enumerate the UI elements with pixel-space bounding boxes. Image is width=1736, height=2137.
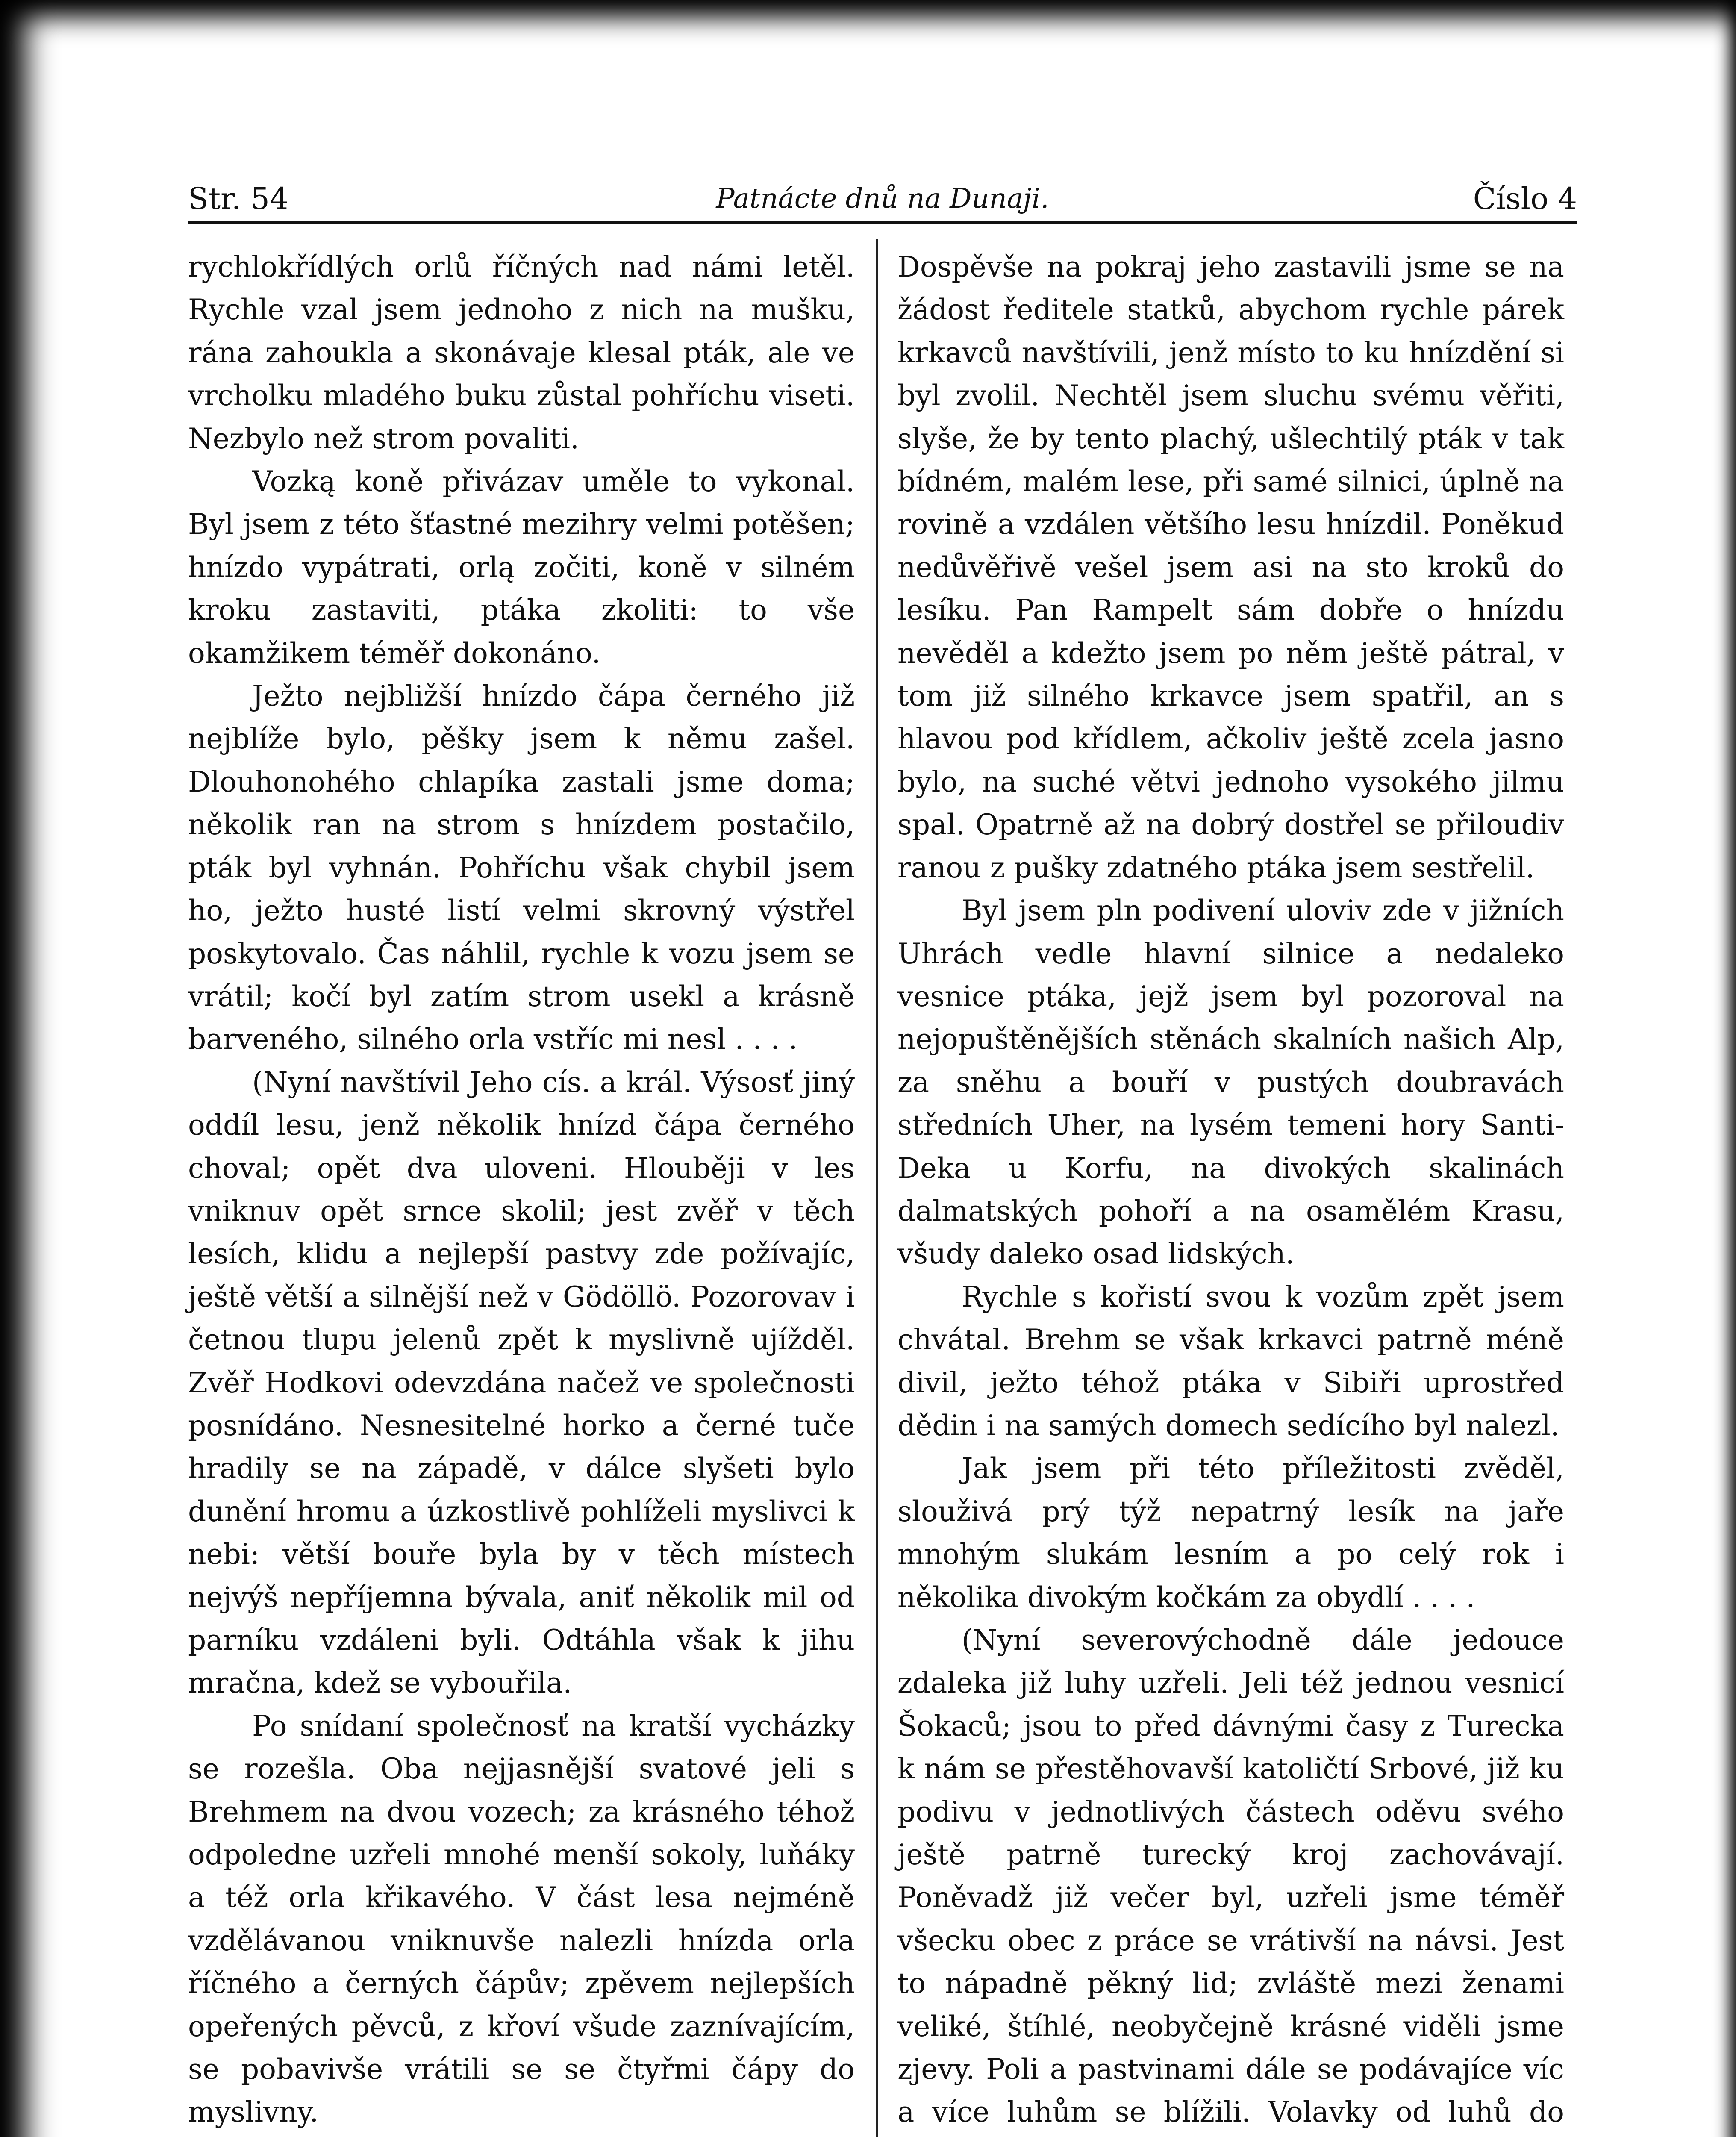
paragraph: Po snídaní společnosť na kratší vycházky se rozešla. Oba nejjasnější svatové jeli s Brehmem na dvou vozech; za krásného téhož odpoledne uzřeli mnohé menší sokoly, luňáky a též orla křikavého. V část lesa nejméně vzdělávanou vniknuvše nalezli hnízda orla říčného a černých čápův; zpěvem nejlepších opeřených pěvců, z křoví všude zaznívajícím, se pobavivše vrátili se se čtyřmi čápy do myslivny. xyxy=(188,1709,855,2129)
page-number: Str. 54 xyxy=(188,181,289,216)
paragraph: Jak jsem při této příležitosti zvěděl, slouživá prý týž nepatrný lesík na jaře mnohým slukám lesním a po celý rok i několika divokým kočkám za obydlí . . . . xyxy=(897,1452,1564,1614)
header-rule xyxy=(188,221,1577,224)
paragraph: Dospěvše na pokraj jeho zastavili jsme se na žádost ředitele statků, abychom rychle párek krkavců navštívili, jenž místo to ku hnízdění si byl zvolil. Nechtěl jsem sluchu svému věřiti, slyše, že by tento plachý, ušlechtilý pták v tak bídném, malém lese, při samé silnici, úplně na rovině a vzdálen většího lesu hnízdil. Poněkud nedůvěřivě vešel jsem asi na sto kroků do lesíku. Pan Rampelt sám dobře o hnízdu nevěděl a kdežto jsem po něm ještě pátral, v tom již silného krkavce jsem spatřil, an s hlavou pod křídlem, ačkoliv ještě zcela jasno bylo, na suché větvi jednoho vysokého jilmu spal. Opatrně až na dobrý dostřel se přiloudiv ranou z pušky zdatného ptáka jsem sestřelil. xyxy=(897,250,1564,884)
paragraph: Byl jsem pln podivení uloviv zde v jižních Uhrách vedle hlavní silnice a nedaleko vesnice ptáka, jejž jsem byl pozoroval na nejopuštěnějších stěnách skalních našich Alp, za sněhu a bouří v pustých doubravách středních Uher, na lysém temeni hory Santi-Deka u Korfu, na divokých skalinách dalmatských pohoří a na osamělém Krasu, všudy daleko osad lidských. xyxy=(897,894,1564,1271)
running-title: Patnácte dnů na Dunaji. xyxy=(716,183,1049,215)
issue-number: Číslo 4 xyxy=(1473,181,1577,216)
paragraph: Rychle s kořistí svou k vozům zpět jsem chvátal. Brehm se však krkavci patrně méně divil, ježto téhož ptáka v Sibiři uprostřed dědin i na samých domech sedícího byl nalezl. xyxy=(897,1280,1564,1442)
paragraph: Vozką koně přivázav uměle to vykonal. Byl jsem z této šťastné mezihry velmi potěšen; hnízdo vypátrati, orlą zočiti, koně v silném kroku zastaviti, ptáka zkoliti: to vše okamžikem téměř dokonáno. xyxy=(188,465,855,670)
paragraph: rychlokřídlých orlů říčných nad námi letěl. Rychle vzal jsem jednoho z nich na mušku, rána zahoukla a skonávaje klesal pták, ale ve vrcholku mladého buku zůstal pohříchu viseti. Nezbylo než strom povaliti. xyxy=(188,250,855,455)
right-column xyxy=(897,246,1564,2137)
page-header xyxy=(188,177,1577,220)
paragraph: Ježto nejbližší hnízdo čápa černého již nejblíže bylo, pěšky jsem k němu zašel. Dlouhonohého chlapíka zastali jsme doma; několik ran na strom s hnízdem postačilo, pták byl vyhnán. Pohříchu však chybil jsem ho, ježto husté listí velmi skrovný výstřel poskytovalo. Čas náhlil, rychle k vozu jsem se vrátil; kočí byl zatím strom usekl a krásně barveného, silného orla vstříc mi nesl . . . . xyxy=(188,680,855,1056)
paragraph xyxy=(188,2134,855,2137)
column-divider xyxy=(876,239,878,2137)
left-column xyxy=(188,246,855,2137)
paragraph: (Nyní navštívil Jeho cís. a král. Výsosť jiný oddíl lesu, jenž několik hnízd čápa černého choval; opět dva uloveni. Hlouběji v les vniknuv opět srnce skolil; jest zvěř v těch lesích, klidu a nejlepší pastvy zde požívajíc, ještě větší a silnější než v Gödöllö. Pozorovav i četnou tlupu jelenů zpět k myslivně ujížděl. Zvěř Hodkovi odevzdána načež ve společnosti posnídáno. Nesnesitelné horko a černé tuče hradily se na západě, v dálce slyšeti bylo dunění hromu a úzkostlivě pohlíželi myslivci k nebi: větší bouře byla by v těch místech nejvýš nepříjemna bývala, aniť několik mil od parníku vzdáleni byli. Odtáhla však k jihu mračna, kdež se vybouřila. xyxy=(188,1066,855,1700)
paragraph: (Nyní severovýchodně dále jedouce zdaleka již luhy uzřeli. Jeli též jednou vesnicí Šokaců; jsou to před dávnými časy z Turecka k nám se přestěhovavší katoličtí Srbové, již ku podivu v jednotlivých částech oděvu svého ještě patrně turecký kroj zachovávají. Poněvadž již večer byl, uzřeli jsme téměř všecku obec z práce se vrátivší na návsi. Jest to nápadně pěkný lid; zvláště mezi ženami veliké, štíhlé, neobyčejně krásné viděli jsme zjevy. Poli a pastvinami dále se podávajíce víc a více luhům se blížili. Volavky od luhů do xyxy=(897,1624,1564,2129)
